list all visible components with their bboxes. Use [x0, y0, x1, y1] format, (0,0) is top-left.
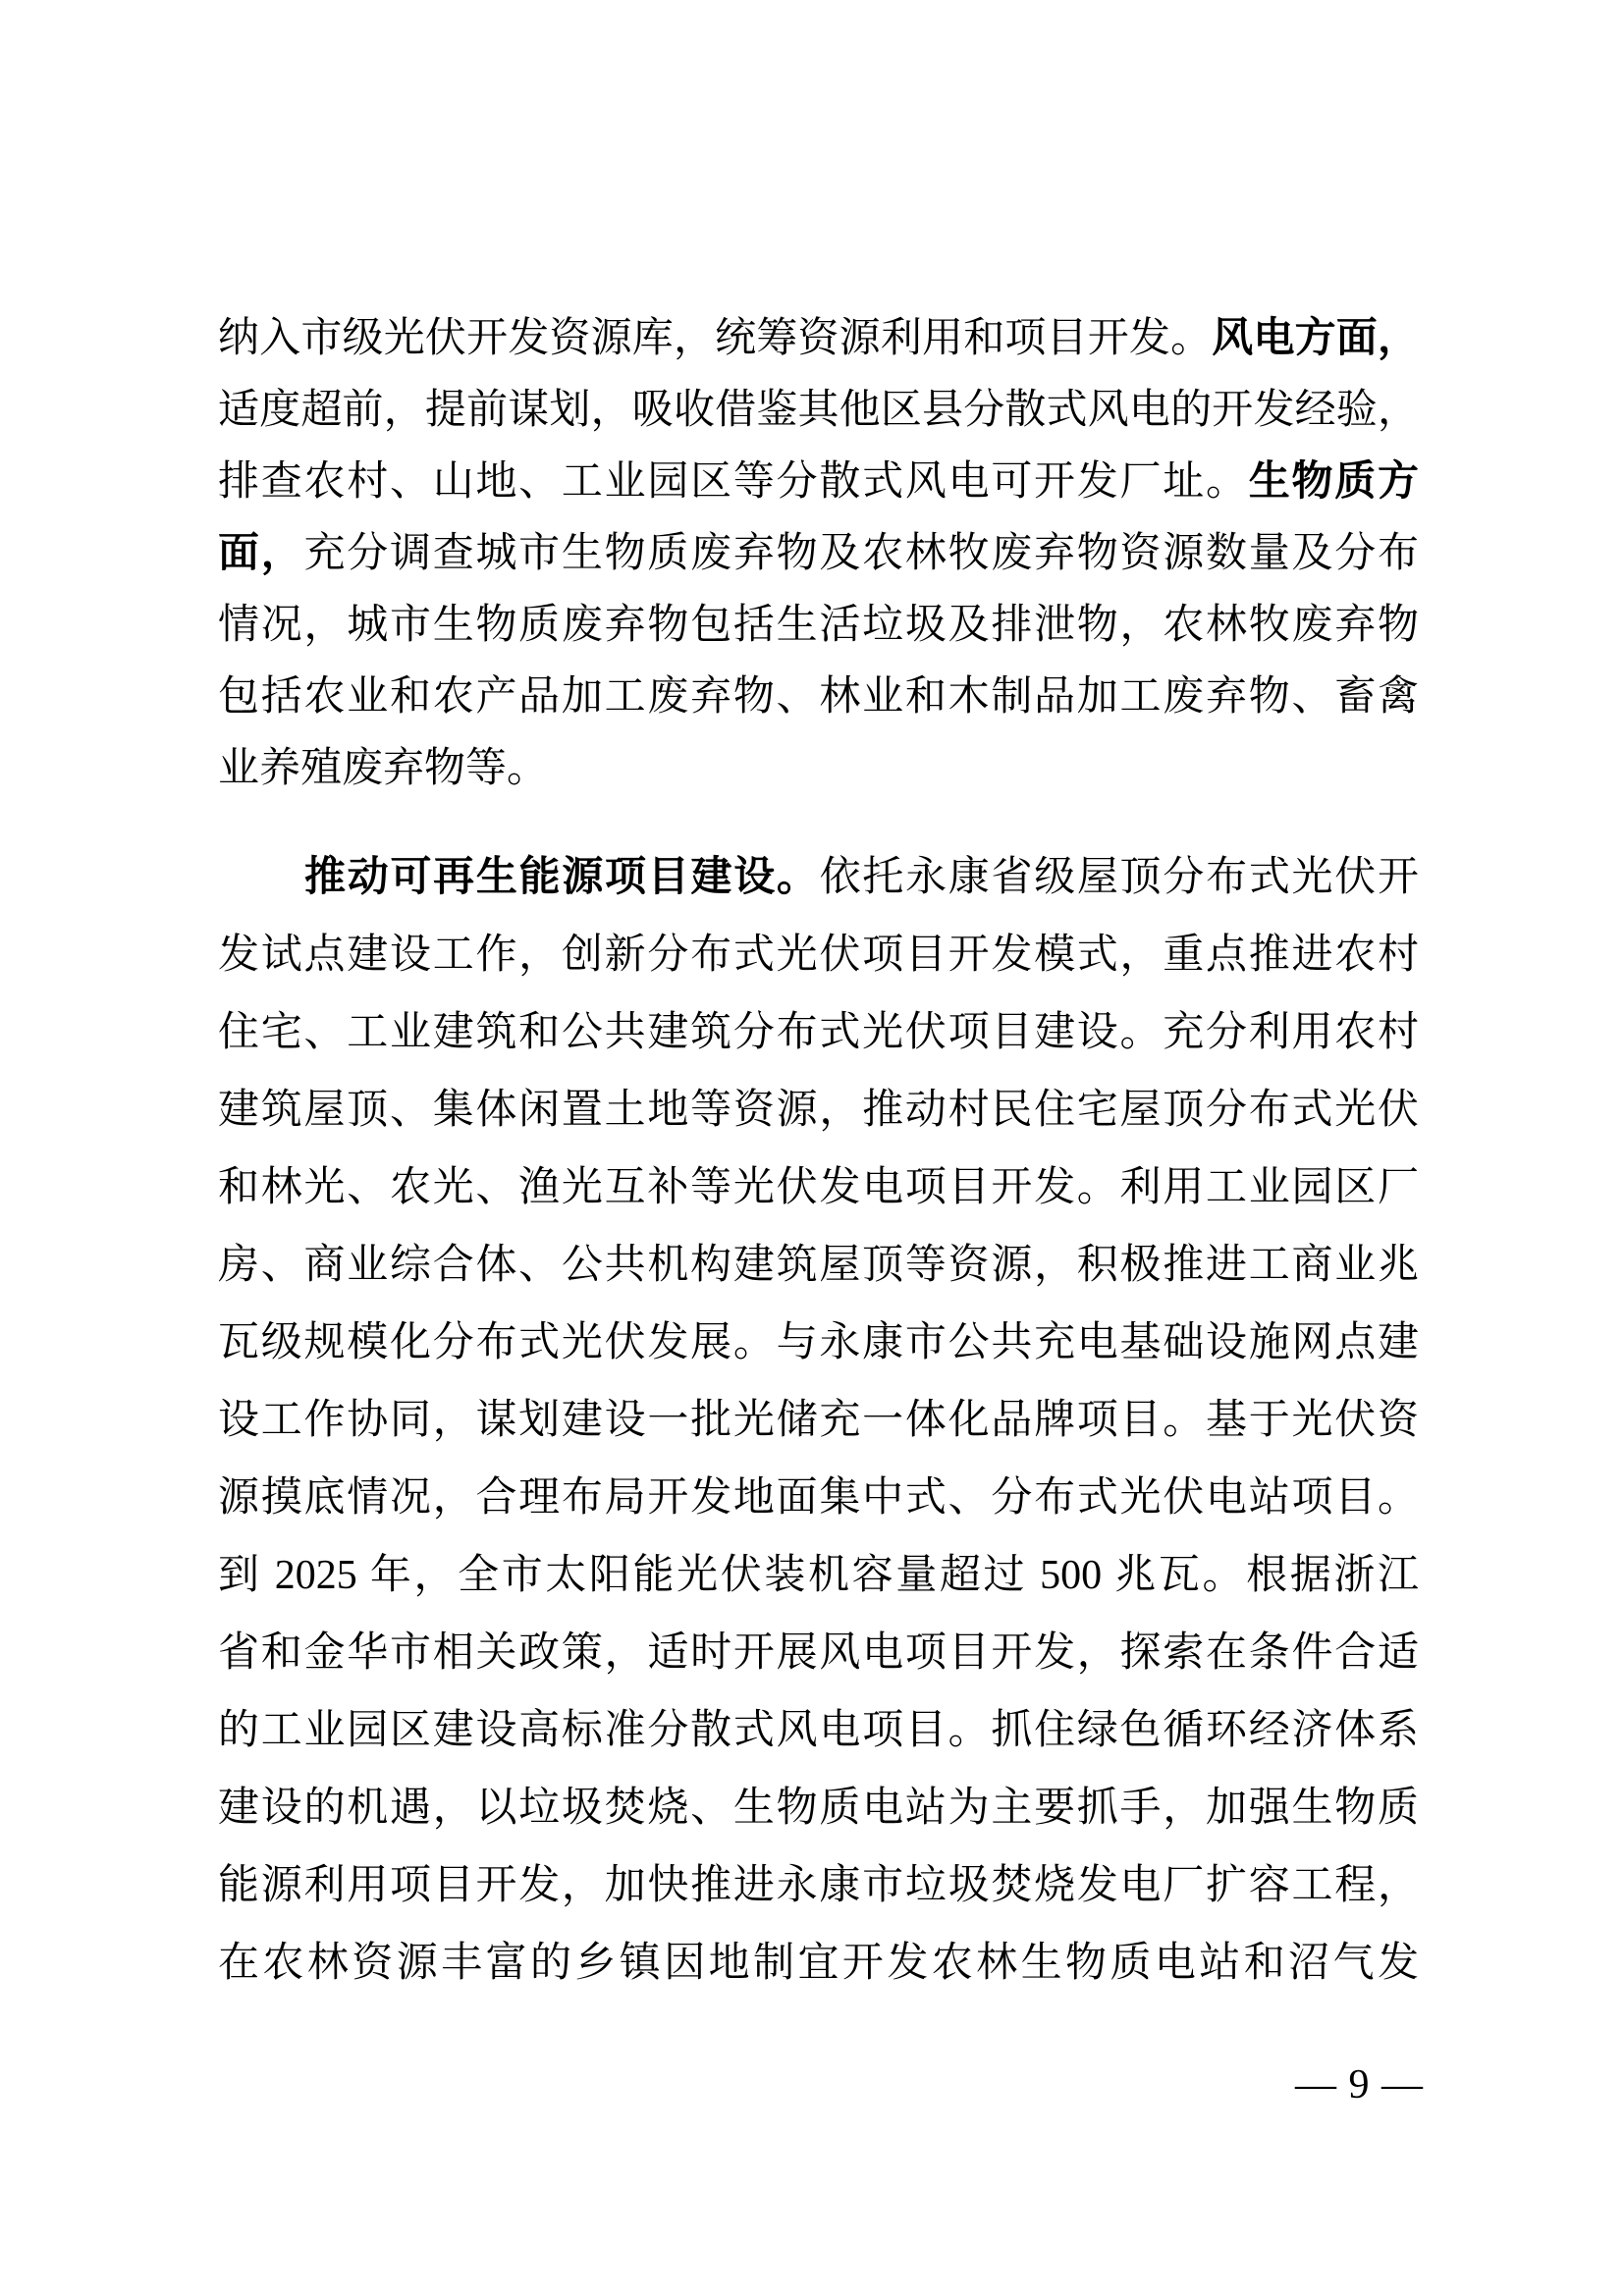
body-text: 住宅、工业建筑和公共建筑分布式光伏项目建设。充分利用农村 [218, 1010, 1419, 1055]
text-line [218, 1847, 1419, 1925]
text-line [218, 303, 1419, 375]
body-text: 省和金华市相关政策，适时开展风电项目开发，探索在条件合适 [218, 1630, 1419, 1676]
body-text: 排查农村、山地、工业园区等分散式风电可开发厂址。 [218, 459, 1249, 505]
text-line [218, 1770, 1419, 1847]
text-line [218, 1305, 1419, 1382]
text-line [218, 1692, 1419, 1770]
body-text: 充分调查城市生物质废弃物及农林牧废弃物资源数量及分布 [303, 531, 1419, 576]
body-text: 依托永康省级屋顶分布式光伏开 [819, 855, 1419, 900]
body-text: 房、商业综合体、公共机构建筑屋顶等资源，积极推进工商业兆 [218, 1243, 1419, 1288]
body-text: 和林光、农光、渔光互补等光伏发电项目开发。利用工业园区厂 [218, 1165, 1419, 1210]
text-line [218, 1149, 1419, 1227]
body-text: 到 2025 年，全市太阳能光伏装机容量超过 500 兆瓦。根据浙江 [218, 1553, 1419, 1598]
text-line [218, 662, 1419, 733]
text-line [218, 1382, 1419, 1460]
body-text: 发试点建设工作，创新分布式光伏项目开发模式，重点推进农村 [218, 933, 1419, 978]
text-line [218, 518, 1419, 590]
emphasis-text: 面， [218, 531, 304, 576]
text-line [218, 1615, 1419, 1692]
body-text: 建筑屋顶、集体闲置土地等资源，推动村民住宅屋顶分布式光伏 [218, 1088, 1419, 1133]
body-text: 纳入市级光伏开发资源库，统筹资源利用和项目开发。 [218, 316, 1213, 361]
body-text: 在农林资源丰富的乡镇因地制宜开发农林生物质电站和沼气发 [218, 1941, 1419, 1986]
text-line [218, 994, 1419, 1072]
text-line [218, 733, 1419, 805]
body-text: 包括农业和农产品加工废弃物、林业和木制品加工废弃物、畜禽 [218, 674, 1419, 720]
body-text: 设工作协同，谋划建设一批光储充一体化品牌项目。基于光伏资 [218, 1398, 1419, 1443]
text-line [218, 1537, 1419, 1615]
body-text: 瓦级规模化分布式光伏发展。与永康市公共充电基础设施网点建 [218, 1320, 1419, 1365]
body-text: 情况，城市生物质废弃物包括生活垃圾及排泄物，农林牧废弃物 [218, 603, 1419, 648]
text-line [218, 375, 1419, 447]
text-line [218, 1460, 1419, 1537]
page-number: — 9 — [1295, 2062, 1424, 2108]
emphasis-text: 生物质方 [1248, 459, 1419, 505]
text-line [218, 917, 1419, 994]
text-line [218, 1227, 1419, 1305]
emphasis-text: 风电方面， [1212, 316, 1419, 361]
text-line [218, 839, 1419, 917]
body-text: 建设的机遇，以垃圾焚烧、生物质电站为主要抓手，加强生物质 [218, 1786, 1419, 1831]
paragraph-2 [218, 839, 1419, 2002]
paragraph-1 [218, 303, 1419, 805]
text-line [218, 1925, 1419, 2002]
body-text: 业养殖废弃物等。 [218, 746, 549, 791]
body-text: 的工业园区建设高标准分散式风电项目。抓住绿色循环经济体系 [218, 1708, 1419, 1753]
body-text: 适度超前，提前谋划，吸收借鉴其他区县分散式风电的开发经验， [218, 388, 1419, 433]
text-line [218, 1072, 1419, 1149]
emphasis-text: 推动可再生能源项目建设。 [304, 855, 820, 900]
text-line [218, 590, 1419, 662]
body-text: 源摸底情况，合理布局开发地面集中式、分布式光伏电站项目。 [218, 1475, 1419, 1521]
body-text: 能源利用项目开发，加快推进永康市垃圾焚烧发电厂扩容工程， [218, 1863, 1419, 1908]
text-line [218, 447, 1419, 518]
